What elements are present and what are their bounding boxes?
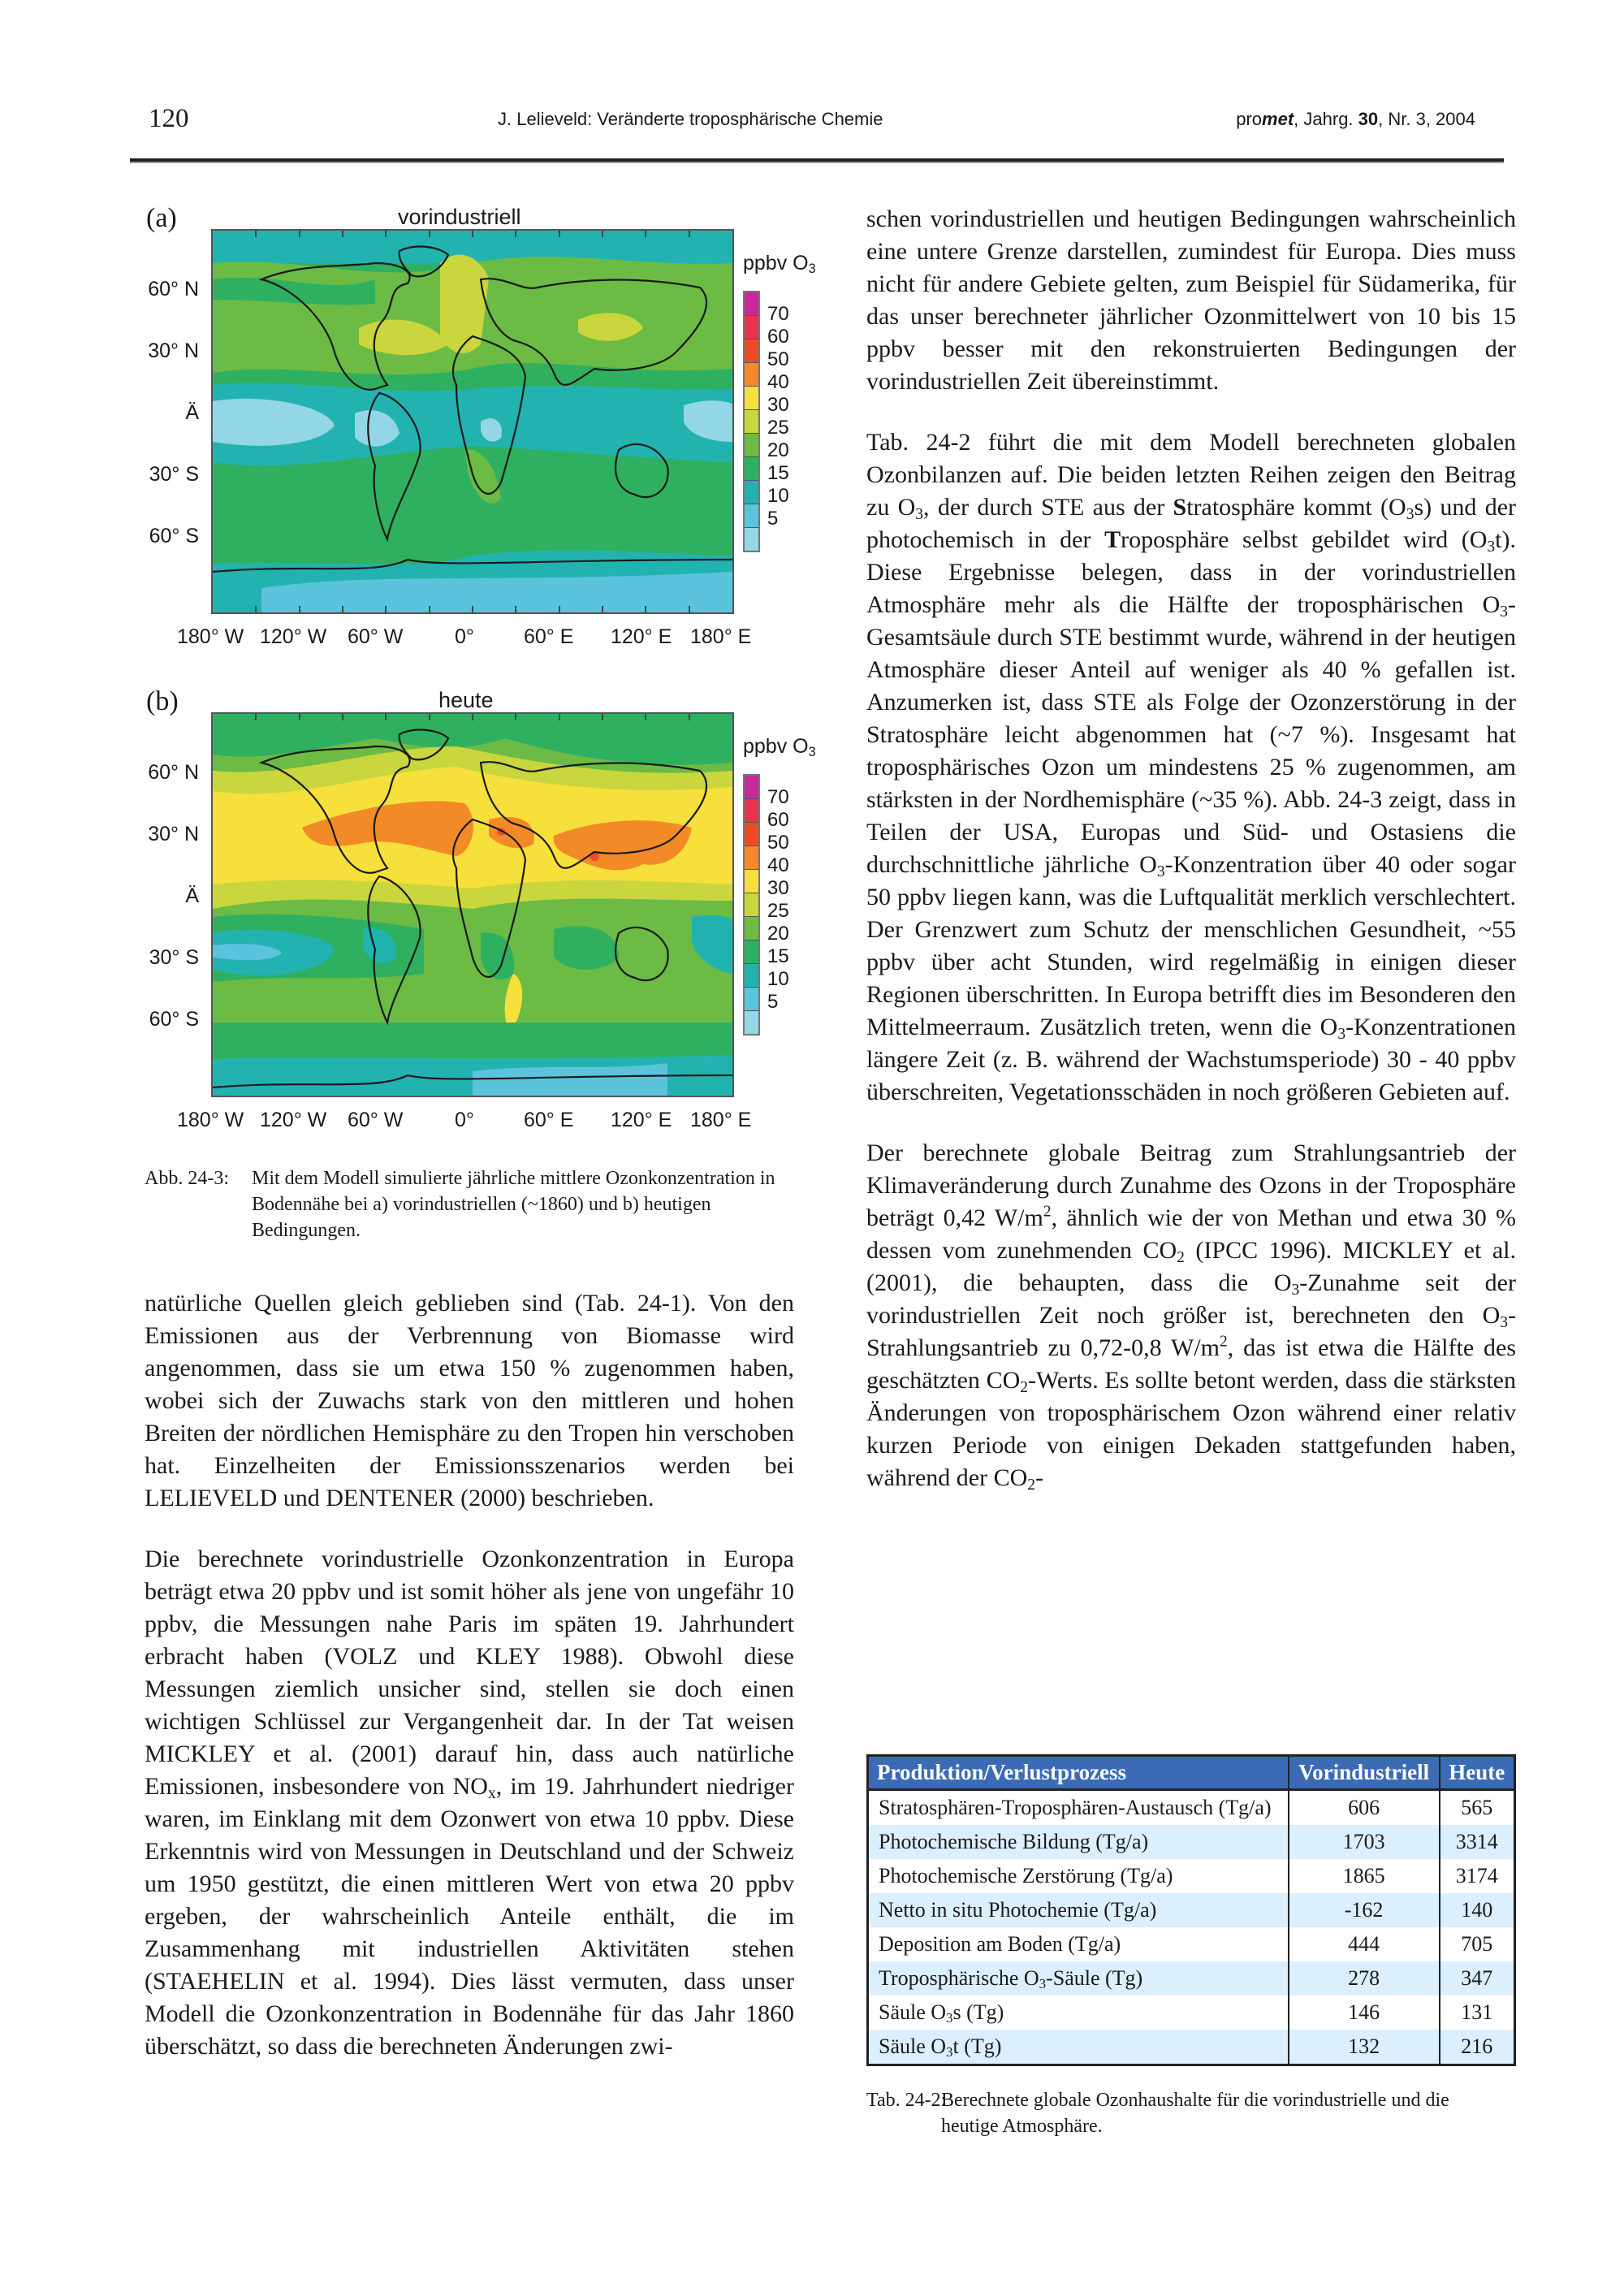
colorbar-label: 60 xyxy=(767,809,789,831)
cell-preindustrial: 146 xyxy=(1289,1995,1440,2030)
superscript: 2 xyxy=(1043,1203,1052,1221)
lat-label: 60° S xyxy=(149,525,199,547)
text-run: -Konzentrationen längere Zeit (z. B. während der Wachstumsperiode) 30 - 40 ppbv überschreiten, Vegetationsschäden in noch größeren Gebieten auf. xyxy=(866,1014,1516,1105)
subscript: 3 xyxy=(1291,1281,1300,1299)
text-run: t (Tg) xyxy=(952,2034,1002,2058)
text-run: -Strahlungsantrieb zu 0,72-0,8 W/m xyxy=(866,1302,1516,1361)
subscript: 3 xyxy=(1500,603,1508,620)
colorbar-label: 5 xyxy=(767,991,779,1013)
text-run: Die berechnete vorindustrielle Ozonkonzentration in Europa beträgt etwa 20 ppbv und ist somit höher als jene von ungefähr 10 ppbv, die Messungen nahe Paris im späten 19. Jahrhundert erbracht haben (VOLZ und KLEY 1988). Obwohl diese Messungen ziemlich unsicher sind, stellen sie doch einen wichtigen Schlüssel zur Vergangenheit dar. In der Tat weisen MICKLEY et al. (2001) darauf hin, dass auch natürliche Emissionen, insbesondere von NO xyxy=(145,1546,794,1800)
subscript: 3 xyxy=(946,2010,953,2026)
text-run: roposphäre selbst gebildet wird (O xyxy=(1121,526,1488,553)
journal-brand: met xyxy=(1262,109,1294,129)
map-panel-b xyxy=(130,678,828,1131)
paragraph xyxy=(866,426,1516,1109)
ozone-budget-table xyxy=(866,1754,1516,2066)
cell-present: 3174 xyxy=(1440,1859,1515,1893)
ozone-map-present xyxy=(211,712,734,1097)
cell-preindustrial: 606 xyxy=(1289,1790,1440,1826)
subscript: 3 xyxy=(915,505,924,523)
colorbar-label: 10 xyxy=(767,968,789,990)
lon-label: 0° xyxy=(455,1109,474,1131)
colorbar xyxy=(743,291,760,552)
colorbar-label: 10 xyxy=(767,485,789,507)
cell-present: 131 xyxy=(1440,1995,1515,2030)
cell-preindustrial: 1865 xyxy=(1289,1859,1440,1893)
subscript: 3 xyxy=(1487,538,1496,556)
journal-reference xyxy=(1236,109,1475,130)
colorbar-subscript: 3 xyxy=(808,262,816,277)
lon-label: 0° xyxy=(455,625,474,648)
running-title: J. Lelieveld: Veränderte troposphärische Chemie xyxy=(498,109,883,129)
colorbar-label: 25 xyxy=(767,417,789,439)
subscript: 3 xyxy=(1337,1025,1346,1043)
lon-label: 60° E xyxy=(524,625,574,648)
caption-text: Berechnete globale Ozonhaushalte für die vorindustrielle und die heutige Atmosphäre. xyxy=(941,2090,1449,2137)
text-run: Säule O xyxy=(879,2034,947,2058)
colorbar-label: 15 xyxy=(767,462,789,484)
cell-preindustrial: 1703 xyxy=(1289,1825,1440,1859)
row-label xyxy=(868,2030,1289,2065)
ozone-map-preindustrial xyxy=(211,229,734,614)
lat-label: Ä xyxy=(185,884,199,907)
subscript: 3 xyxy=(1406,505,1415,523)
subscript: 2 xyxy=(1020,1378,1028,1396)
right-column xyxy=(866,203,1516,1523)
text-run: Tab. 24-2 führt die mit dem Modell berechneten globalen Ozonbilanzen auf. Die beiden letzten Reihen zeigen den Beitrag zu O xyxy=(866,429,1516,521)
bold-initial: T xyxy=(1104,526,1121,553)
page-header xyxy=(149,104,1475,136)
table-row xyxy=(868,1995,1515,2030)
row-label: Photochemische Bildung (Tg/a) xyxy=(868,1825,1289,1859)
row-label xyxy=(868,1961,1289,1995)
colorbar xyxy=(743,774,760,1036)
colorbar-label: 25 xyxy=(767,900,789,922)
colorbar-label: 60 xyxy=(767,326,789,348)
lon-label: 120° E xyxy=(611,625,672,648)
colorbar-label: 5 xyxy=(767,508,779,530)
lon-label: 180° E xyxy=(690,1109,752,1131)
column-header: Vorindustriell xyxy=(1289,1756,1440,1790)
paragraph: natürliche Quellen gleich geblieben sind (Tab. 24-1). Von den Emissionen aus der Verbrennung von Biomasse wird angenommen, dass sie um etwa 150 % zugenommen haben, wobei sich der Zuwachs stark von den mittleren und hohen Breiten der nördlichen Hemisphäre zu den Tropen hin verschoben hat. Einzelheiten der Emissionsszenarios werden bei LELIEVELD und DENTENER (2000) beschrieben. xyxy=(145,1290,794,1511)
map-panel-a xyxy=(130,195,828,648)
text-run: -Gesamtsäule durch STE bestimmt wurde, während in der heutigen Atmosphäre dieser Anteil auf weniger als 40 % gefallen ist. Anzumerken ist, dass STE als Folge der Ozonzerstörung in der Stratosphäre leicht abgenommen hat (~7 %). Insgesamt hat troposphärisches Ozon um mindestens 25 % zugenommen, am stärksten in der Nordhemisphäre (~35 %). Abb. 24-3 zeigt, dass in Teilen der USA, Europas und Süd- und Ostasiens die durchschnittliche jährliche O xyxy=(866,591,1516,878)
left-column xyxy=(145,1287,794,2091)
journal-issue: , Nr. 3, 2004 xyxy=(1378,109,1475,129)
lat-label: 60° N xyxy=(148,761,199,784)
text-run: t). Diese Ergebnisse belegen, dass in der vorindustriellen Atmosphäre mehr als die Hälfte der troposphärischen O xyxy=(866,526,1516,618)
lat-label: 30° S xyxy=(149,946,199,969)
colorbar-label: 40 xyxy=(767,854,789,876)
colorbar-subscript: 3 xyxy=(808,745,816,760)
text-run: s (Tg) xyxy=(952,2000,1004,2024)
lon-label: 60° E xyxy=(524,1109,574,1131)
text-run: - xyxy=(1035,1464,1044,1491)
panel-label: (b) xyxy=(146,686,179,716)
lon-label: 180° W xyxy=(177,625,244,648)
lat-label: Ä xyxy=(185,401,199,424)
paragraph xyxy=(866,1137,1516,1494)
caption-label: Tab. 24-2: xyxy=(866,2090,947,2111)
table-row xyxy=(868,1859,1515,1893)
lon-label: 120° W xyxy=(260,1109,327,1131)
column-header: Heute xyxy=(1440,1756,1515,1790)
subscript: 3 xyxy=(1156,863,1165,880)
text-run: (IPCC 1996). MICKLEY et al. (2001), die behaupten, dass die O xyxy=(866,1237,1516,1296)
text-run: , im 19. Jahrhundert niedriger waren, im Einklang mit dem Ozonwert von etwa 10 ppbv. Diese Erkenntnis wird von Messungen in Deutschland und der Schweiz um 1950 gestützt, die einen mittleren Wert von etwa 20 ppbv ergeben, der wahrscheinlich Anteile enthält, die im Zusammenhang mit industriellen Aktivitäten stehen (STAEHELIN et al. 1994). Dies lässt vermuten, dass unser Modell die Ozonkonzentration in Bodennähe für das Jahr 1860 überschätzt, so dass die berechneten Änderungen zwi- xyxy=(145,1773,794,2060)
panel-title: vorindustriell xyxy=(398,205,521,229)
colorbar-label: 70 xyxy=(767,786,789,808)
text-run: Troposphärische O xyxy=(879,1966,1039,1990)
row-label: Netto in situ Photochemie (Tg/a) xyxy=(868,1893,1289,1927)
row-label xyxy=(868,1995,1289,2030)
page-number: 120 xyxy=(149,104,189,133)
subscript: 2 xyxy=(1027,1476,1036,1494)
text-run: Säule O xyxy=(879,2000,947,2024)
text-run: Der berechnete globale Beitrag zum Strahlungsantrieb der Klimaveränderung durch Zunahme des Ozons in der Troposphäre beträgt 0,42 W/m xyxy=(866,1139,1516,1231)
cell-present: 216 xyxy=(1440,2030,1515,2065)
table-row xyxy=(868,1893,1515,1927)
table-row xyxy=(868,2030,1515,2065)
colorbar-title xyxy=(743,252,816,275)
caption-label: Abb. 24-3: xyxy=(145,1168,229,1189)
row-label: Stratosphären-Troposphären-Austausch (Tg/a) xyxy=(879,1796,1272,1819)
colorbar-label: 30 xyxy=(767,394,789,416)
subscript: 3 xyxy=(946,2044,953,2060)
header-rule xyxy=(130,158,1504,163)
cell-preindustrial: -162 xyxy=(1289,1893,1440,1927)
cell-preindustrial: 278 xyxy=(1289,1961,1440,1995)
text-run: , der durch STE aus der xyxy=(923,494,1173,521)
cell-present: 3314 xyxy=(1440,1825,1515,1859)
table-row xyxy=(868,1825,1515,1859)
lat-label: 60° S xyxy=(149,1008,199,1031)
table-row xyxy=(868,1927,1515,1961)
colorbar-label: 50 xyxy=(767,832,789,854)
panel-label: (a) xyxy=(146,203,177,233)
subscript: 3 xyxy=(1039,1976,1047,1992)
colorbar-label: 40 xyxy=(767,371,789,393)
row-label: Photochemische Zerstörung (Tg/a) xyxy=(879,1864,1173,1887)
cell-present: 140 xyxy=(1440,1893,1515,1927)
subscript: 2 xyxy=(1177,1248,1185,1266)
subscript: 3 xyxy=(1500,1313,1508,1331)
colorbar-label: 30 xyxy=(767,877,789,899)
lat-label: 30° N xyxy=(148,823,199,845)
colorbar-title xyxy=(743,735,816,759)
text-run: s) und der photochemisch in der xyxy=(866,494,1516,553)
text-run: -Konzentration über 40 oder sogar 50 ppbv liegen kann, was die Luftqualität merklich verschlechtert. Der Grenzwert zum Schutz der menschlichen Gesundheit, ~55 ppbv über acht Stunden, wird regelmäßig in einigen dieser Regionen überschritten. In Europa betrifft dies im Besonderen den Mittelmeerraum. Zusätzlich treten, wenn die O xyxy=(866,851,1516,1040)
lat-label: 60° N xyxy=(148,278,199,301)
subscript: x xyxy=(487,1784,496,1802)
colorbar-label: 20 xyxy=(767,923,789,945)
colorbar-label: 50 xyxy=(767,348,789,370)
cell-preindustrial: 132 xyxy=(1289,2030,1440,2065)
panel-title: heute xyxy=(438,688,494,712)
table-header-row xyxy=(868,1756,1515,1790)
table-row xyxy=(868,1790,1515,1826)
colorbar-unit: ppbv O xyxy=(743,252,809,275)
cell-present: 705 xyxy=(1440,1927,1515,1961)
lon-label: 180° W xyxy=(177,1109,244,1131)
column-header: Produktion/Verlustprozess xyxy=(868,1756,1289,1790)
cell-present: 347 xyxy=(1440,1961,1515,1995)
caption-text: Mit dem Modell simulierte jährliche mittlere Ozonkonzentration in Bodennähe bei a) vorindustriellen (~1860) und b) heutigen Bedingungen. xyxy=(252,1168,775,1241)
colorbar-label: 15 xyxy=(767,945,789,967)
text-run: -Säule (Tg) xyxy=(1046,1966,1143,1990)
bold-initial: S xyxy=(1173,494,1187,521)
table-row xyxy=(868,1961,1515,1995)
superscript: 2 xyxy=(1219,1333,1228,1351)
journal-volume: 30 xyxy=(1358,109,1379,129)
cell-preindustrial: 444 xyxy=(1289,1927,1440,1961)
lat-label: 30° N xyxy=(148,339,199,362)
journal-year-label: , Jahrg. xyxy=(1294,109,1358,129)
row-label: Deposition am Boden (Tg/a) xyxy=(879,1932,1121,1956)
cell-present: 565 xyxy=(1440,1790,1515,1826)
colorbar-label: 20 xyxy=(767,439,789,461)
paragraph xyxy=(145,1543,794,2063)
lon-label: 120° E xyxy=(611,1109,672,1131)
lon-label: 60° W xyxy=(348,1109,404,1131)
text-run: tratosphäre kommt (O xyxy=(1186,494,1406,521)
colorbar-label: 70 xyxy=(767,303,789,325)
text-run: -Werts. Es sollte betont werden, dass die stärksten Änderungen von troposphärischem Ozon während einer relativ kurzen Periode von einigen Dekaden stattgefunden haben, während der CO xyxy=(866,1367,1516,1491)
lat-label: 30° S xyxy=(149,463,199,486)
lon-label: 60° W xyxy=(348,625,404,648)
text-run: , ähnlich wie der von Methan und etwa 30 % dessen vom zunehmenden CO xyxy=(866,1204,1517,1264)
figure-caption xyxy=(145,1165,827,1247)
text-run: , das ist etwa die Hälfte des geschätzten CO xyxy=(866,1334,1517,1394)
lon-label: 180° E xyxy=(690,625,752,648)
colorbar-unit: ppbv O xyxy=(743,735,809,758)
journal-prefix: pro xyxy=(1236,109,1263,129)
lon-label: 120° W xyxy=(260,625,327,648)
text-run: -Zunahme seit der vorindustriellen Zeit noch größer ist, berechneten den O xyxy=(866,1269,1516,1329)
paragraph: schen vorindustriellen und heutigen Bedingungen wahrscheinlich eine untere Grenze darstellen, zumindest für Europa. Dies muss nicht für andere Gebiete gelten, zum Beispiel für Südamerika, für das unser berechneter jährlicher Ozonmittelwert von 10 bis 15 ppbv besser mit den rekonstruierten Bedingungen der vorindustriellen Zeit übereinstimmt. xyxy=(866,205,1516,395)
